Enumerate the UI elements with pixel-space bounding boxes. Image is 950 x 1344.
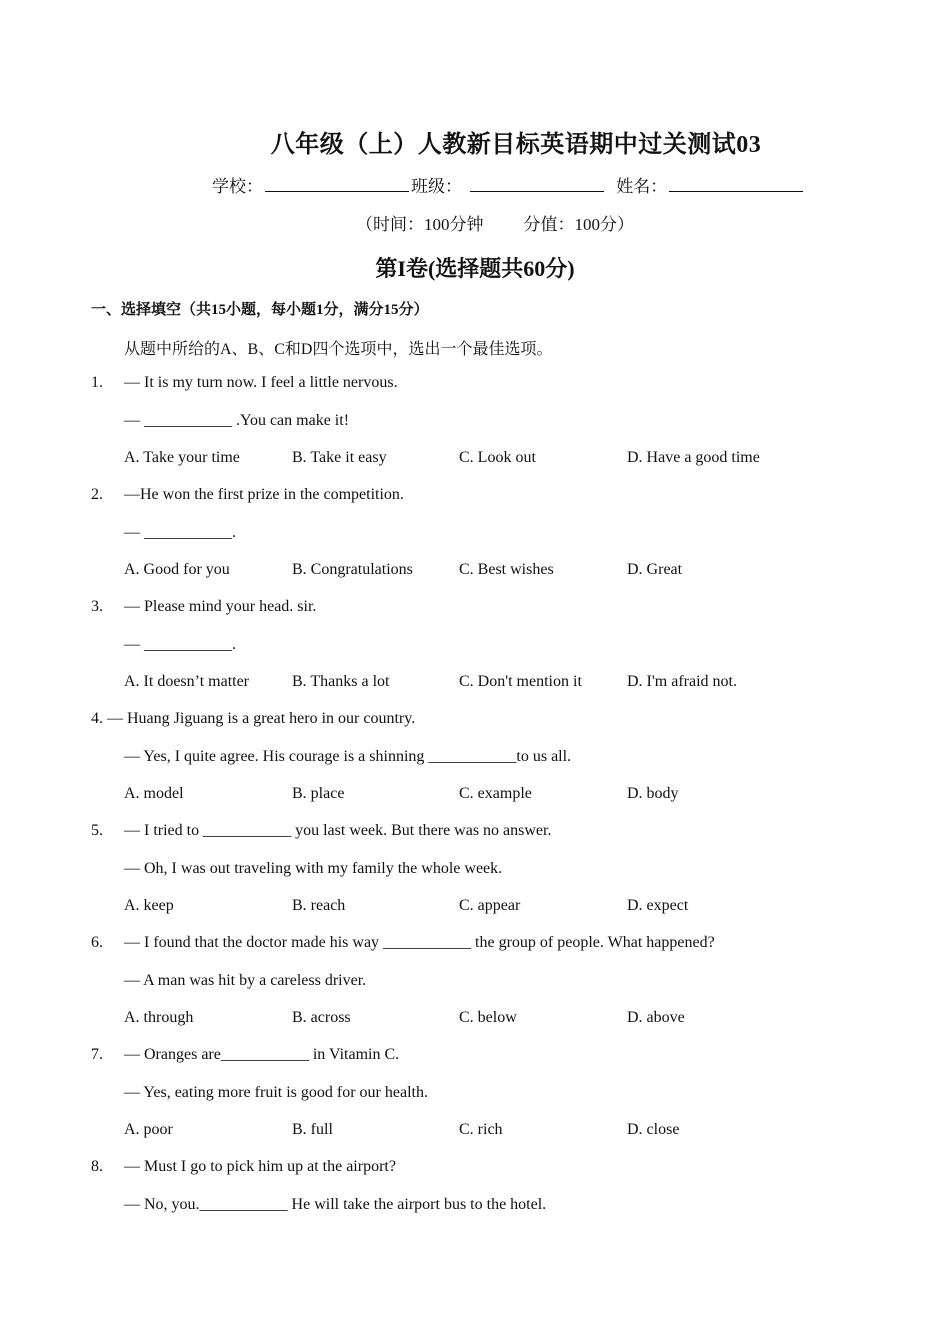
exam-title: 八年级（上）人教新目标英语期中过关测试03 [270, 132, 762, 158]
answer-option[interactable]: D. body [627, 785, 679, 802]
answer-option[interactable]: D. above [627, 1009, 685, 1026]
question-number: 6. [91, 934, 103, 951]
question-number: 7. [91, 1046, 103, 1063]
question-prompt-text: — Huang Jiguang is a great hero in our country. [107, 710, 416, 727]
question-prompt: — I tried to ___________ you last week. But there was no answer. [124, 822, 552, 839]
student-info-line [212, 172, 805, 197]
answer-option[interactable]: A. through [124, 1009, 194, 1026]
answer-option[interactable]: B. across [292, 1009, 351, 1026]
answer-option[interactable]: B. reach [292, 897, 346, 914]
question-prompt [91, 710, 415, 728]
question-response: — ___________ .You can make it! [124, 411, 350, 429]
answer-option[interactable]: C. appear [459, 897, 521, 914]
answer-option[interactable]: D. I'm afraid not. [627, 673, 737, 690]
answer-option[interactable]: C. Don't mention it [459, 673, 582, 690]
question-number: 4. [91, 710, 103, 727]
question-response: — A man was hit by a careless driver. [124, 971, 367, 989]
question-response: — Oh, I was out traveling with my family the whole week. [124, 859, 503, 877]
answer-option[interactable]: C. rich [459, 1121, 503, 1138]
question-response: — ___________. [124, 523, 236, 541]
question-prompt: — Oranges are___________ in Vitamin C. [124, 1046, 400, 1063]
answer-option[interactable]: A. Take your time [124, 449, 240, 466]
answer-option[interactable]: D. close [627, 1121, 680, 1138]
answer-option[interactable]: B. Congratulations [292, 561, 413, 578]
question-response: — ___________. [124, 635, 236, 653]
answer-option[interactable]: D. expect [627, 897, 689, 914]
exam-meta [356, 210, 634, 235]
answer-option[interactable]: A. poor [124, 1121, 173, 1138]
answer-option[interactable]: C. example [459, 785, 532, 802]
question-number: 1. [91, 374, 103, 391]
answer-option[interactable]: A. model [124, 785, 184, 802]
answer-option[interactable]: B. place [292, 785, 345, 802]
section-instruction: 从题中所给的A、B、C和D四个选项中，选出一个最佳选项。 [124, 341, 553, 358]
question-number: 3. [91, 598, 103, 615]
answer-option[interactable]: B. Thanks a lot [292, 673, 390, 690]
class-label: 班级： [411, 177, 462, 196]
time-limit: （时间：100分钟 [356, 215, 484, 234]
question-number: 2. [91, 486, 103, 503]
school-blank[interactable] [265, 174, 409, 192]
total-score: 分值：100分） [523, 215, 634, 234]
answer-option[interactable]: B. full [292, 1121, 333, 1138]
class-blank[interactable] [470, 174, 604, 192]
name-label: 姓名： [616, 177, 668, 196]
question-prompt: — I found that the doctor made his way ___________ the group of people. What happened? [124, 934, 715, 951]
question-number: 5. [91, 822, 103, 839]
answer-option[interactable]: C. Look out [459, 449, 536, 466]
question-prompt: — Please mind your head. sir. [124, 598, 317, 615]
answer-option[interactable]: B. Take it easy [292, 449, 387, 466]
question-prompt: — Must I go to pick him up at the airport? [124, 1158, 396, 1175]
part-title: 第I卷(选择题共60分) [375, 256, 575, 281]
question-prompt: —He won the first prize in the competition. [124, 486, 404, 503]
answer-option[interactable]: C. Best wishes [459, 561, 554, 578]
question-number: 8. [91, 1158, 103, 1175]
answer-option[interactable]: A. keep [124, 897, 174, 914]
answer-option[interactable]: D. Great [627, 561, 683, 578]
school-label: 学校： [212, 177, 263, 196]
answer-option[interactable]: A. Good for you [124, 561, 230, 578]
answer-option[interactable]: D. Have a good time [627, 449, 760, 466]
answer-option[interactable]: C. below [459, 1009, 517, 1026]
question-prompt: — It is my turn now. I feel a little nervous. [124, 374, 398, 391]
section-title: 一、选择填空（共15小题，每小题1分，满分15分） [91, 302, 429, 318]
question-response: — No, you.___________ He will take the airport bus to the hotel. [124, 1195, 547, 1213]
name-blank[interactable] [669, 174, 803, 192]
question-response: — Yes, eating more fruit is good for our health. [124, 1083, 428, 1101]
question-response: — Yes, I quite agree. His courage is a shinning ___________to us all. [124, 747, 572, 765]
answer-option[interactable]: A. It doesn’t matter [124, 673, 250, 690]
